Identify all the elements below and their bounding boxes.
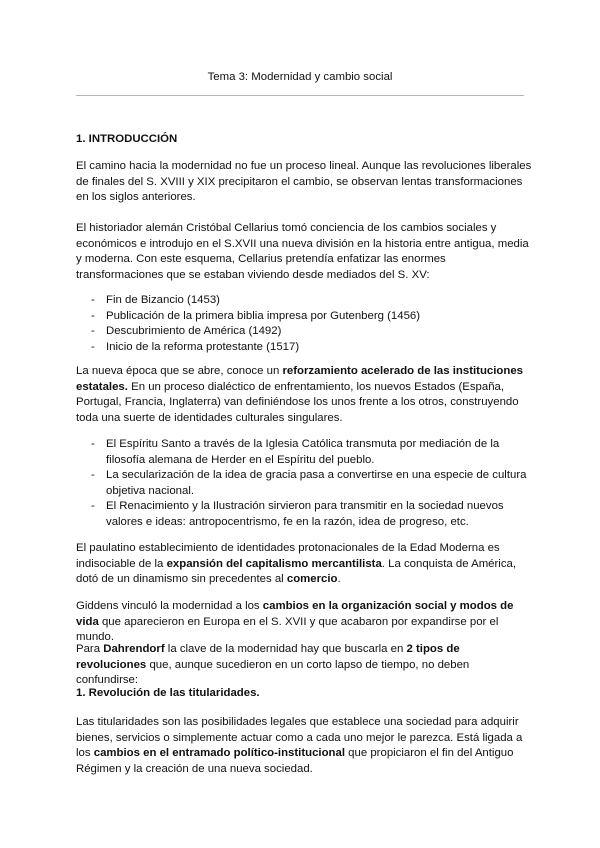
list-item: - Fin de Bizancio (1453)	[76, 293, 532, 309]
list-item: - La secularización de la idea de gracia pasa a convertirse en una especie de cultura objetiva nacional.	[76, 468, 532, 499]
list-item: - El Renacimiento y la Ilustración sirvieron para transmitir en la sociedad nuevos valores e ideas: antropocentrismo, fe en la razón, idea de progreso, etc.	[76, 499, 532, 530]
p7-bold: cambios en el entramado político-institucional	[93, 747, 346, 760]
p4-text-c: . La conquista de América, dotó de un dinamismo sin precedentes al	[76, 557, 517, 586]
paragraph-1: El camino hacia la modernidad no fue un proceso lineal. Aunque las revoluciones liberales de finales del S. XVIII y XIX precipitaron el cambio, se observan lentas transformaciones en los siglos anteriores.	[76, 160, 532, 204]
list-item: - El Espíritu Santo a través de la Iglesia Católica transmuta por mediación de la filosofía alemana de Herder en el Espíritu del pueblo.	[76, 437, 532, 468]
subheading: 1. Revolución de las titularidades.	[76, 687, 260, 699]
section-heading: 1. INTRODUCCIÓN	[76, 133, 178, 145]
p5-text-a: Giddens vinculó la modernidad a los	[76, 600, 263, 612]
title-divider	[76, 95, 524, 96]
p3-text-a: La nueva época que se abre, conoce un	[76, 365, 283, 377]
p6-text-e: que, aunque sucedieron en un corto lapso de tiempo, no deben confundirse:	[76, 658, 470, 687]
p5-text-c: que aparecieron en Europa en el S. XVII y que acabaron por expandirse por el mundo.	[76, 615, 499, 644]
list-item: - Publicación de la primera biblia impresa por Gutenberg (1456)	[76, 309, 532, 325]
p4-text-a: El paulatino establecimiento de identidades protonacionales de la Edad Moderna es indisociable de la	[76, 542, 500, 570]
p7-text-c: que propiciaron el fin del Antiguo Régimen y la creación de una nueva sociedad.	[76, 747, 514, 775]
p4-text-e: .	[337, 573, 341, 586]
p5-bold: cambios en la organización social y modos de vida	[76, 600, 514, 628]
paragraph-3	[76, 364, 532, 426]
p6-text-a: Para	[76, 643, 104, 655]
document-title: Tema 3: Modernidad y cambio social	[207, 71, 393, 83]
p3-text-c: En un proceso dialéctico de enfrentamiento, los nuevos Estados (España, Portugal, Francia, Inglaterra) van definiéndose los unos frente a los otros, construyendo toda una suerte de identidades culturales singulares.	[76, 380, 519, 424]
ideas-list	[76, 437, 532, 531]
p4-bold-d: comercio	[286, 573, 338, 586]
list-item: - Descubrimiento de América (1492)	[76, 324, 532, 340]
paragraph-4	[76, 541, 532, 588]
p3-bold: reforzamiento acelerado de las instituciones estatales.	[76, 365, 524, 393]
p6-bold-d: 2 tipos de revoluciones	[76, 643, 460, 671]
p4-bold-b: expansión del capitalismo mercantilista	[166, 557, 382, 570]
p6-bold-b: Dahrendorf	[103, 643, 165, 655]
paragraph-6	[76, 642, 532, 689]
paragraph-2: El historiador alemán Cristóbal Cellarius tomó conciencia de los cambios sociales y económicos e introdujo en el S.XVII una nueva división en la historia entre antigua, media y moderna. Con este esquema, Cellarius pretendía enfatizar las enormes transformaciones que se estaban viviendo desde mediados del S. XV:	[76, 222, 529, 281]
paragraph-7	[76, 715, 532, 777]
p7-text-a: Las titularidades son las posibilidades legales que establece una sociedad para adquirir bienes, servicios o simplemente actuar como a cada uno mejor le parezca. Está ligada a los	[76, 716, 523, 760]
p6-text-c: la clave de la modernidad hay que buscarla en	[164, 643, 407, 655]
list-item: - Inicio de la reforma protestante (1517)	[76, 340, 532, 356]
paragraph-5	[76, 599, 532, 646]
events-list	[76, 293, 532, 355]
